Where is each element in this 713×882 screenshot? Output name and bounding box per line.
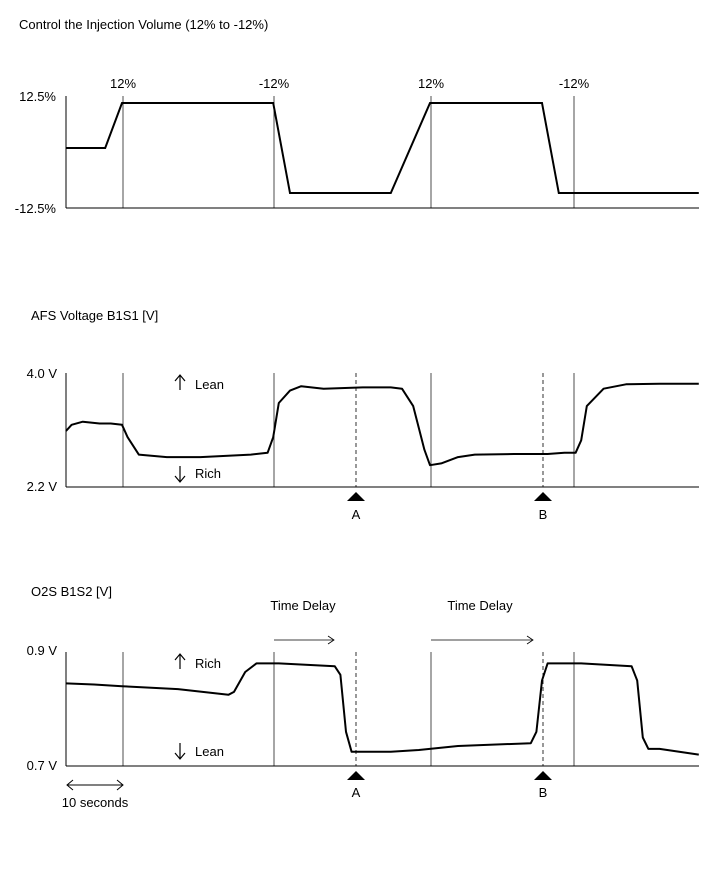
injection-series-line xyxy=(66,103,699,193)
arrow-up-icon xyxy=(175,375,185,390)
o2s-y-min-label: 0.7 V xyxy=(26,758,57,773)
injection-y-max-label: 12.5% xyxy=(19,89,56,104)
time-delay-arrow-icon xyxy=(274,636,334,644)
afs-series-line xyxy=(66,384,699,466)
injection-y-min-label: -12.5% xyxy=(14,201,56,216)
injection-panel xyxy=(15,17,699,216)
time-delay-label: Time Delay xyxy=(447,598,513,613)
o2s-title: O2S B1S2 [V] xyxy=(31,584,112,599)
double-arrow-icon xyxy=(67,780,123,790)
afs-lean-annotation: Lean xyxy=(195,377,224,392)
o2s-series-line xyxy=(66,663,699,754)
time-delay-label: Time Delay xyxy=(270,598,336,613)
injection-step-label: -12% xyxy=(558,76,590,91)
marker-a-triangle-icon xyxy=(347,771,365,780)
time-delay-arrow-icon xyxy=(431,636,533,644)
afs-y-min-label: 2.2 V xyxy=(26,479,57,494)
afs-marker-b-label: B xyxy=(538,507,548,522)
injection-title: Control the Injection Volume (12% to -12%) xyxy=(19,17,269,32)
injection-step-label: 12% xyxy=(109,76,137,91)
o2s-marker-b-label: B xyxy=(538,785,548,800)
injection-step-label: 12% xyxy=(417,76,445,91)
afs-panel xyxy=(27,308,699,522)
injection-step-label: -12% xyxy=(258,76,290,91)
o2s-y-max-label: 0.9 V xyxy=(26,643,57,658)
o2s-rich-annotation: Rich xyxy=(195,656,222,671)
o2s-marker-a-label: A xyxy=(351,785,361,800)
afs-rich-annotation: Rich xyxy=(195,466,222,481)
marker-b-triangle-icon xyxy=(534,492,552,501)
o2s-lean-annotation: Lean xyxy=(195,744,224,759)
afs-y-max-label: 4.0 V xyxy=(26,366,57,381)
afs-marker-a-label: A xyxy=(351,507,361,522)
marker-a-triangle-icon xyxy=(347,492,365,501)
marker-b-triangle-icon xyxy=(534,771,552,780)
arrow-down-icon xyxy=(175,466,185,482)
afs-title: AFS Voltage B1S1 [V] xyxy=(31,308,159,323)
arrow-down-icon xyxy=(175,743,185,759)
arrow-up-icon xyxy=(175,654,185,669)
time-scale-label: 10 seconds xyxy=(61,795,129,810)
o2s-panel xyxy=(27,584,699,810)
